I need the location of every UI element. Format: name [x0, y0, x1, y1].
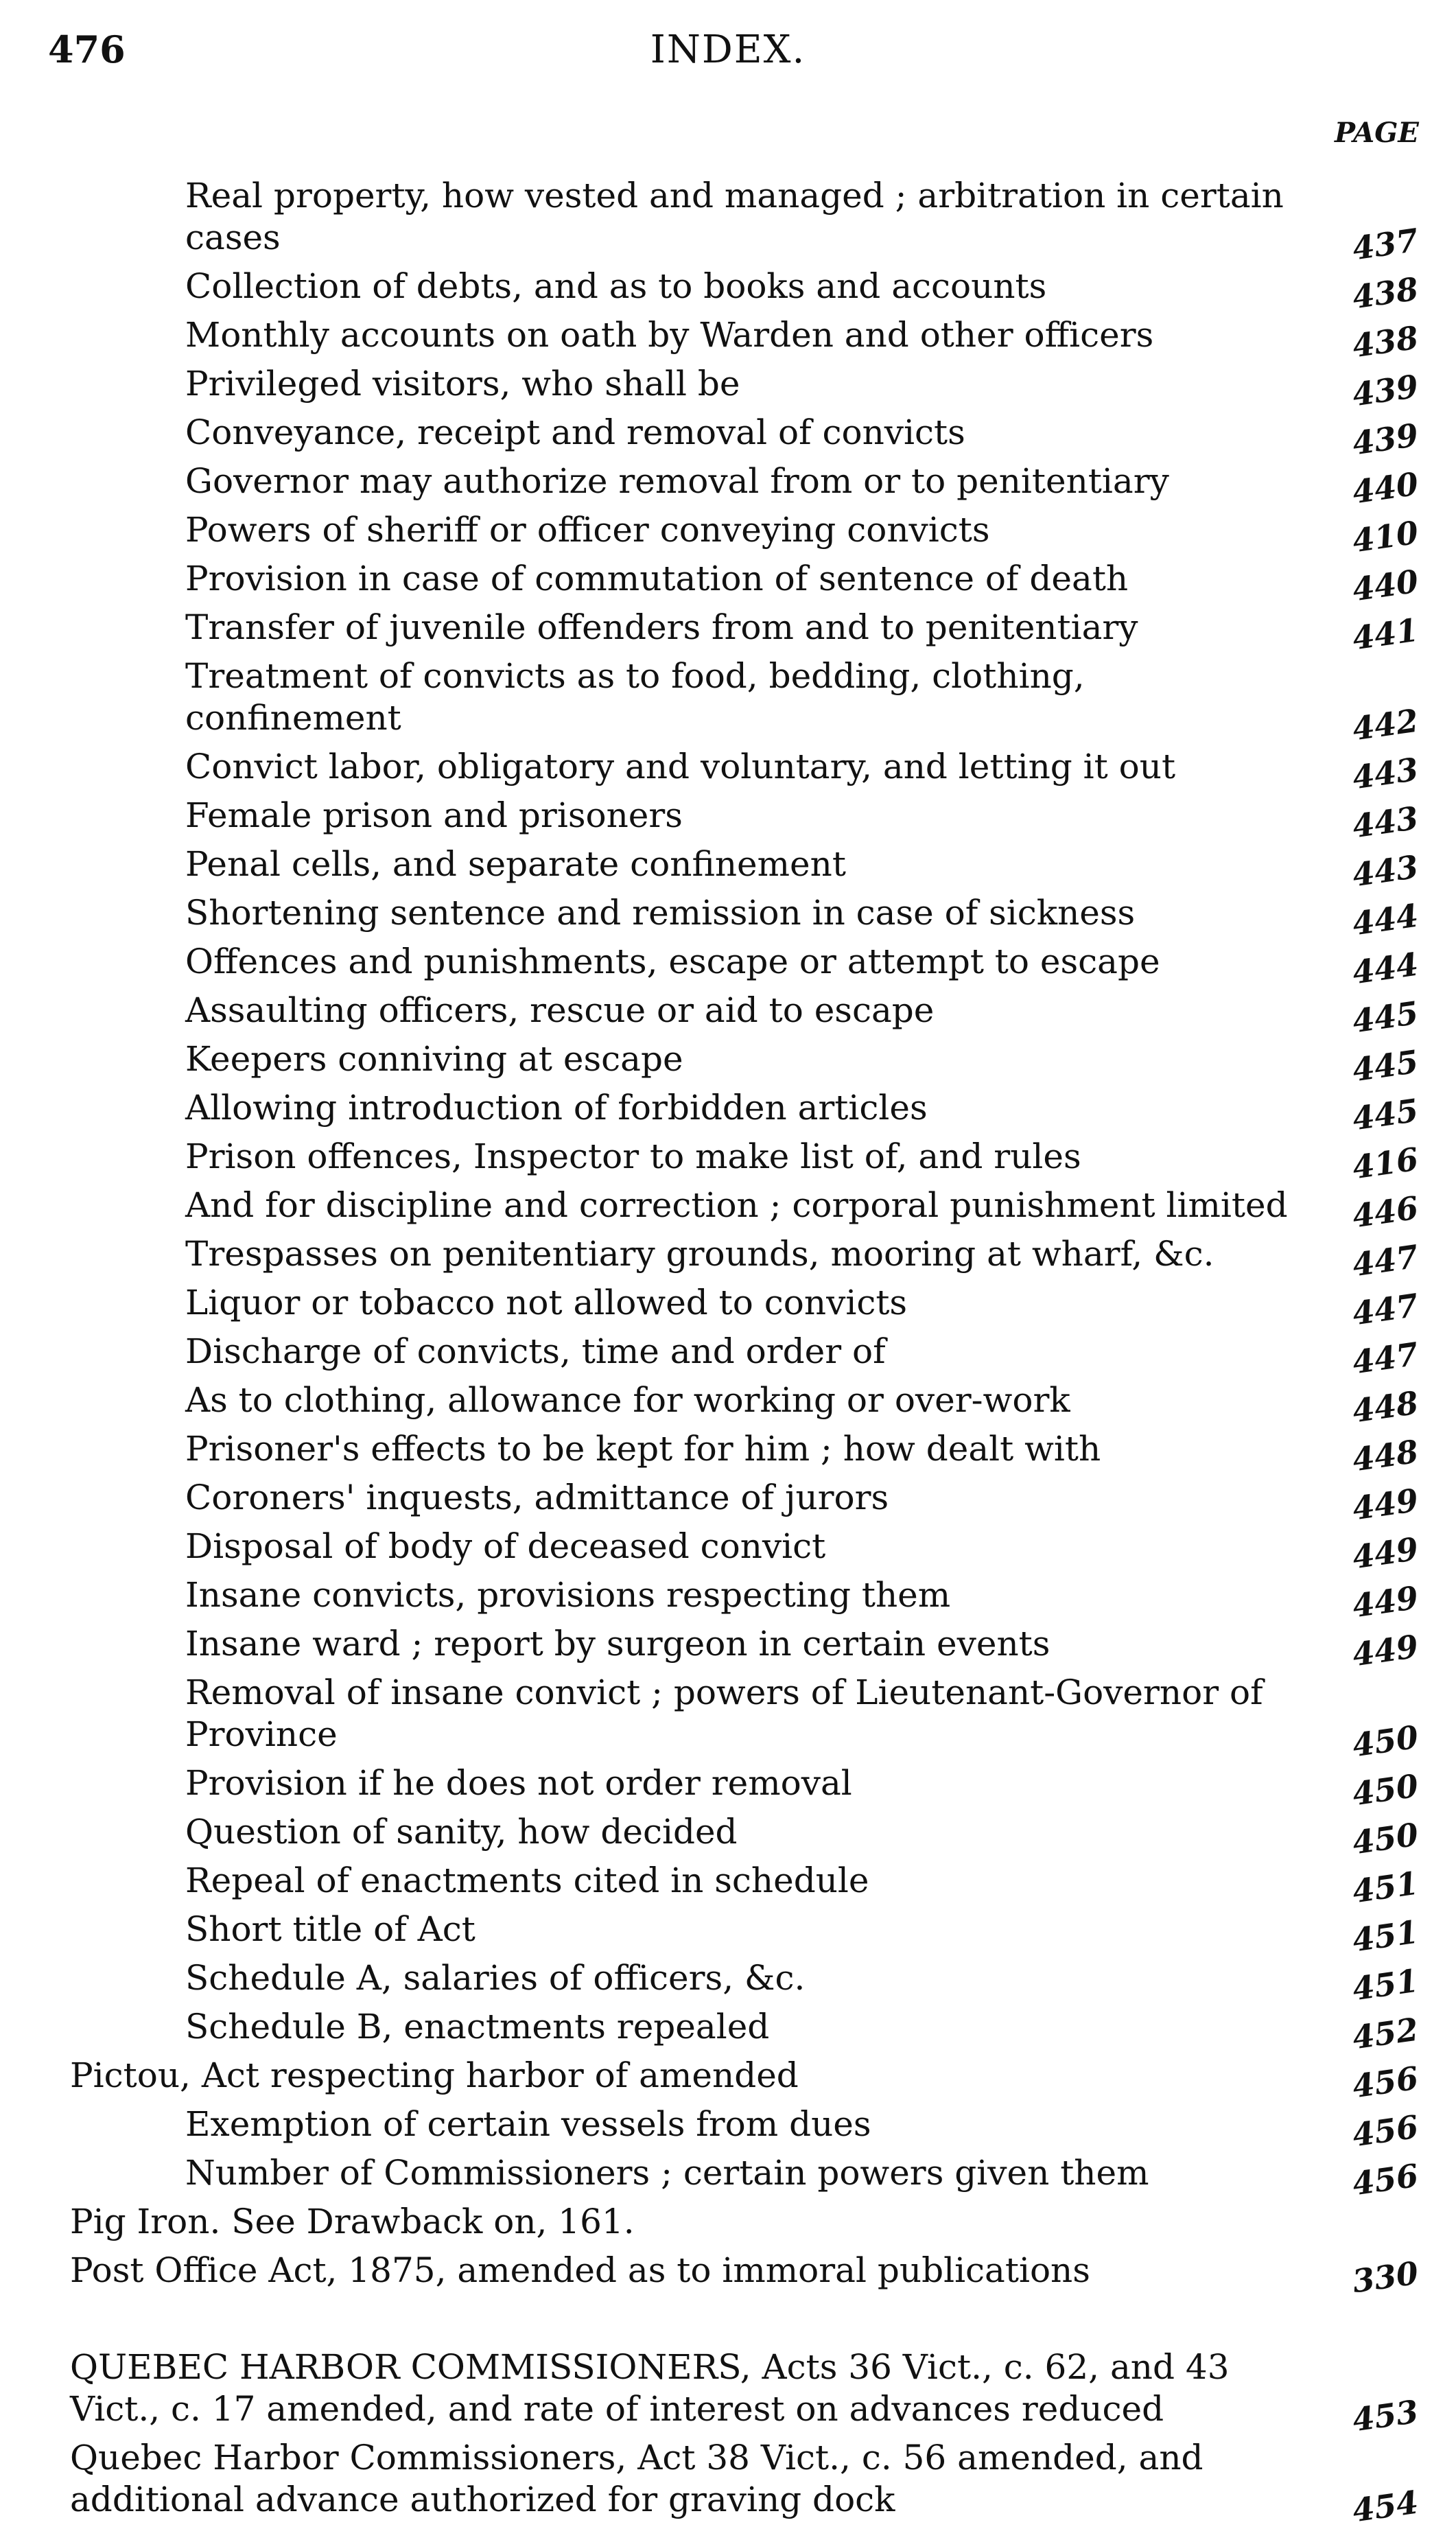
index-entry-page: 450 — [1350, 1815, 1421, 1862]
index-entry-page: 449 — [1350, 1530, 1421, 1576]
index-entry — [0, 1623, 1456, 1674]
index-entry — [0, 2437, 1456, 2529]
index-entry-page: 445 — [1350, 1091, 1421, 1138]
index-entry-text: Prison offences, Inspector to make list of, and rules — [185, 1137, 1081, 1176]
index-entry-page: 451 — [1350, 1864, 1421, 1911]
index-entry — [0, 1379, 1456, 1430]
index-entry — [0, 412, 1456, 463]
index-entry-text: Pictou, Act respecting harbor of amended — [70, 2055, 799, 2095]
index-entry-text: As to clothing, allowance for working or over-work — [185, 1380, 1070, 1420]
index-entry-text: Trespasses on penitentiary grounds, mooring at wharf, &c. — [185, 1234, 1214, 1274]
page-number: 476 — [48, 27, 126, 71]
index-entry-text: Female prison and prisoners — [185, 795, 683, 835]
entry-gap — [0, 2298, 1456, 2346]
index-entry — [0, 461, 1456, 511]
index-entry-text: Convict labor, obligatory and voluntary, and letting it out — [185, 747, 1176, 786]
index-entry-page: 448 — [1350, 1432, 1421, 1479]
index-entry-text: Collection of debts, and as to books and accounts — [185, 266, 1047, 306]
index-entry — [0, 1574, 1456, 1625]
index-entry-page: 410 — [1350, 513, 1421, 560]
index-entry-page: 456 — [1350, 2108, 1421, 2154]
index-entry — [0, 1860, 1456, 1911]
index-entry — [0, 746, 1456, 797]
index-entry-page: 451 — [1350, 1913, 1421, 1959]
index-entry — [0, 266, 1456, 316]
index-entry-text: Repeal of enactments cited in schedule — [185, 1861, 869, 1900]
index-entry-page: 437 — [1350, 221, 1421, 268]
index-entry-text: Privileged visitors, who shall be — [185, 364, 740, 404]
index-entry-text: Provision in case of commutation of sentence of death — [185, 559, 1129, 598]
index-entry-page: 438 — [1350, 318, 1421, 365]
index-entry — [0, 1762, 1456, 1813]
index-entry-text: Quebec Harbor Commissioners, Act 38 Vict., c. 56 amended, and additional advance authorized for graving dock — [70, 2438, 1203, 2519]
index-entry-page: 450 — [1350, 1718, 1421, 1764]
index-entry-page: 449 — [1350, 1481, 1421, 1528]
index-entry — [0, 1282, 1456, 1333]
index-entry-page: 440 — [1350, 562, 1421, 609]
index-entry — [0, 941, 1456, 992]
index-entry — [0, 558, 1456, 609]
index-entry-page: 445 — [1350, 994, 1421, 1040]
index-entry-text: Transfer of juvenile offenders from and to penitentiary — [185, 607, 1138, 647]
index-entry-page: 443 — [1350, 848, 1421, 894]
index-entry — [0, 2201, 1456, 2243]
index-entry-page: 454 — [1350, 2483, 1421, 2529]
index-entry — [0, 1811, 1456, 1862]
index-entry-text: Penal cells, and separate confinement — [185, 844, 846, 884]
index-entry-text: Prisoner's effects to be kept for him ; how dealt with — [185, 1429, 1101, 1469]
index-entry-page: 449 — [1350, 1578, 1421, 1625]
index-entries — [0, 175, 1456, 2528]
index-entry-text: Question of sanity, how decided — [185, 1812, 738, 1852]
index-entry-text: Number of Commissioners ; certain powers given them — [185, 2153, 1149, 2193]
index-entry — [0, 1038, 1456, 1089]
index-entry-text: Post Office Act, 1875, amended as to immoral publications — [70, 2250, 1090, 2290]
index-entry — [0, 1477, 1456, 1528]
index-entry-text: Real property, how vested and managed ; arbitration in certain cases — [185, 176, 1284, 257]
index-entry-text: QUEBEC HARBOR COMMISSIONERS, Acts 36 Vict., c. 62, and 43 Vict., c. 17 amended, and rate of interest on advances reduced — [70, 2347, 1230, 2429]
index-entry-text: Coroners' inquests, admittance of jurors — [185, 1478, 889, 1517]
index-entry-text: Allowing introduction of forbidden articles — [185, 1088, 928, 1128]
index-entry-text: Provision if he does not order removal — [185, 1763, 852, 1803]
index-entry-text: Short title of Act — [185, 1909, 475, 1949]
index-entry — [0, 843, 1456, 894]
index-entry-page: 453 — [1350, 2392, 1421, 2439]
index-entry-page: 447 — [1350, 1286, 1421, 1333]
page-header — [0, 27, 1456, 82]
index-entry-text: Pig Iron. See Drawback on, 161. — [70, 2202, 635, 2241]
index-entry-text: Insane ward ; report by surgeon in certain events — [185, 1624, 1050, 1664]
index-entry-page: 440 — [1350, 465, 1421, 511]
index-entry — [0, 1428, 1456, 1479]
index-entry — [0, 175, 1456, 268]
index-entry-page: 456 — [1350, 2059, 1421, 2106]
index-entry — [0, 1957, 1456, 2008]
index-entry-page: 444 — [1350, 945, 1421, 992]
index-entry-text: Shortening sentence and remission in case of sickness — [185, 893, 1136, 933]
index-entry-text: Keepers conniving at escape — [185, 1039, 683, 1079]
index-entry — [0, 363, 1456, 414]
index-entry-page: 447 — [1350, 1335, 1421, 1382]
index-entry — [0, 2346, 1456, 2439]
index-entry — [0, 795, 1456, 846]
index-entry-text: Treatment of convicts as to food, bedding, clothing, confinement — [185, 656, 1085, 738]
index-entry-page: 443 — [1350, 750, 1421, 797]
index-entry-page: 452 — [1350, 2010, 1421, 2057]
index-entry-text: Governor may authorize removal from or to penitentiary — [185, 461, 1169, 501]
index-entry — [0, 2250, 1456, 2300]
index-entry-page: 444 — [1350, 896, 1421, 943]
index-entry — [0, 1526, 1456, 1576]
index-entry-page: 330 — [1350, 2254, 1421, 2300]
index-entry-text: Offences and punishments, escape or attempt to escape — [185, 942, 1160, 981]
index-entry-text: Liquor or tobacco not allowed to convicts — [185, 1283, 908, 1322]
index-entry-page: 456 — [1350, 2156, 1421, 2203]
index-entry-text: Powers of sheriff or officer conveying convicts — [185, 510, 990, 550]
index-entry — [0, 2055, 1456, 2106]
index-entry — [0, 892, 1456, 943]
index-entry-text: Exemption of certain vessels from dues — [185, 2104, 871, 2144]
index-entry-text: Insane convicts, provisions respecting them — [185, 1575, 951, 1615]
index-entry-text: Disposal of body of deceased convict — [185, 1526, 826, 1566]
index-entry — [0, 2103, 1456, 2154]
index-entry — [0, 1185, 1456, 1235]
index-entry-text: Schedule A, salaries of officers, &c. — [185, 1958, 806, 1998]
index-entry-page: 438 — [1350, 270, 1421, 316]
index-entry — [0, 1672, 1456, 1764]
index-entry-page: 449 — [1350, 1627, 1421, 1674]
index-entry-page: 439 — [1350, 416, 1421, 463]
running-head: INDEX. — [650, 27, 806, 72]
page-column-label: PAGE — [1335, 117, 1419, 149]
index-entry-page: 416 — [1350, 1140, 1421, 1187]
index-entry-page: 443 — [1350, 799, 1421, 846]
index-entry — [0, 1331, 1456, 1382]
index-entry-text: Removal of insane convict ; powers of Lieutenant-Governor of Province — [185, 1673, 1263, 1754]
index-entry — [0, 2152, 1456, 2203]
index-entry — [0, 1136, 1456, 1187]
index-entry — [0, 509, 1456, 560]
index-entry — [0, 1087, 1456, 1138]
index-entry — [0, 314, 1456, 365]
index-entry-page: 441 — [1350, 611, 1421, 657]
index-entry-page: 446 — [1350, 1189, 1421, 1235]
index-entry — [0, 1909, 1456, 1959]
index-entry-text: Monthly accounts on oath by Warden and other officers — [185, 315, 1154, 355]
index-entry-text: Schedule B, enactments repealed — [185, 2007, 770, 2047]
index-entry-text: Discharge of convicts, time and order of — [185, 1331, 886, 1371]
index-entry — [0, 2006, 1456, 2057]
index-entry-page: 448 — [1350, 1384, 1421, 1430]
index-entry-text: Assaulting officers, rescue or aid to escape — [185, 990, 935, 1030]
index-entry-text: And for discipline and correction ; corporal punishment limited — [185, 1185, 1288, 1225]
index-entry-page: 451 — [1350, 1961, 1421, 2008]
index-entry-page: 445 — [1350, 1042, 1421, 1089]
index-entry — [0, 655, 1456, 748]
index-entry-page: 450 — [1350, 1767, 1421, 1813]
index-entry — [0, 607, 1456, 657]
index-entry-page: 439 — [1350, 367, 1421, 414]
index-entry-page: 447 — [1350, 1237, 1421, 1284]
index-entry — [0, 990, 1456, 1040]
index-entry-text: Conveyance, receipt and removal of convicts — [185, 412, 965, 452]
index-entry — [0, 1233, 1456, 1284]
index-entry-page: 442 — [1350, 701, 1421, 748]
